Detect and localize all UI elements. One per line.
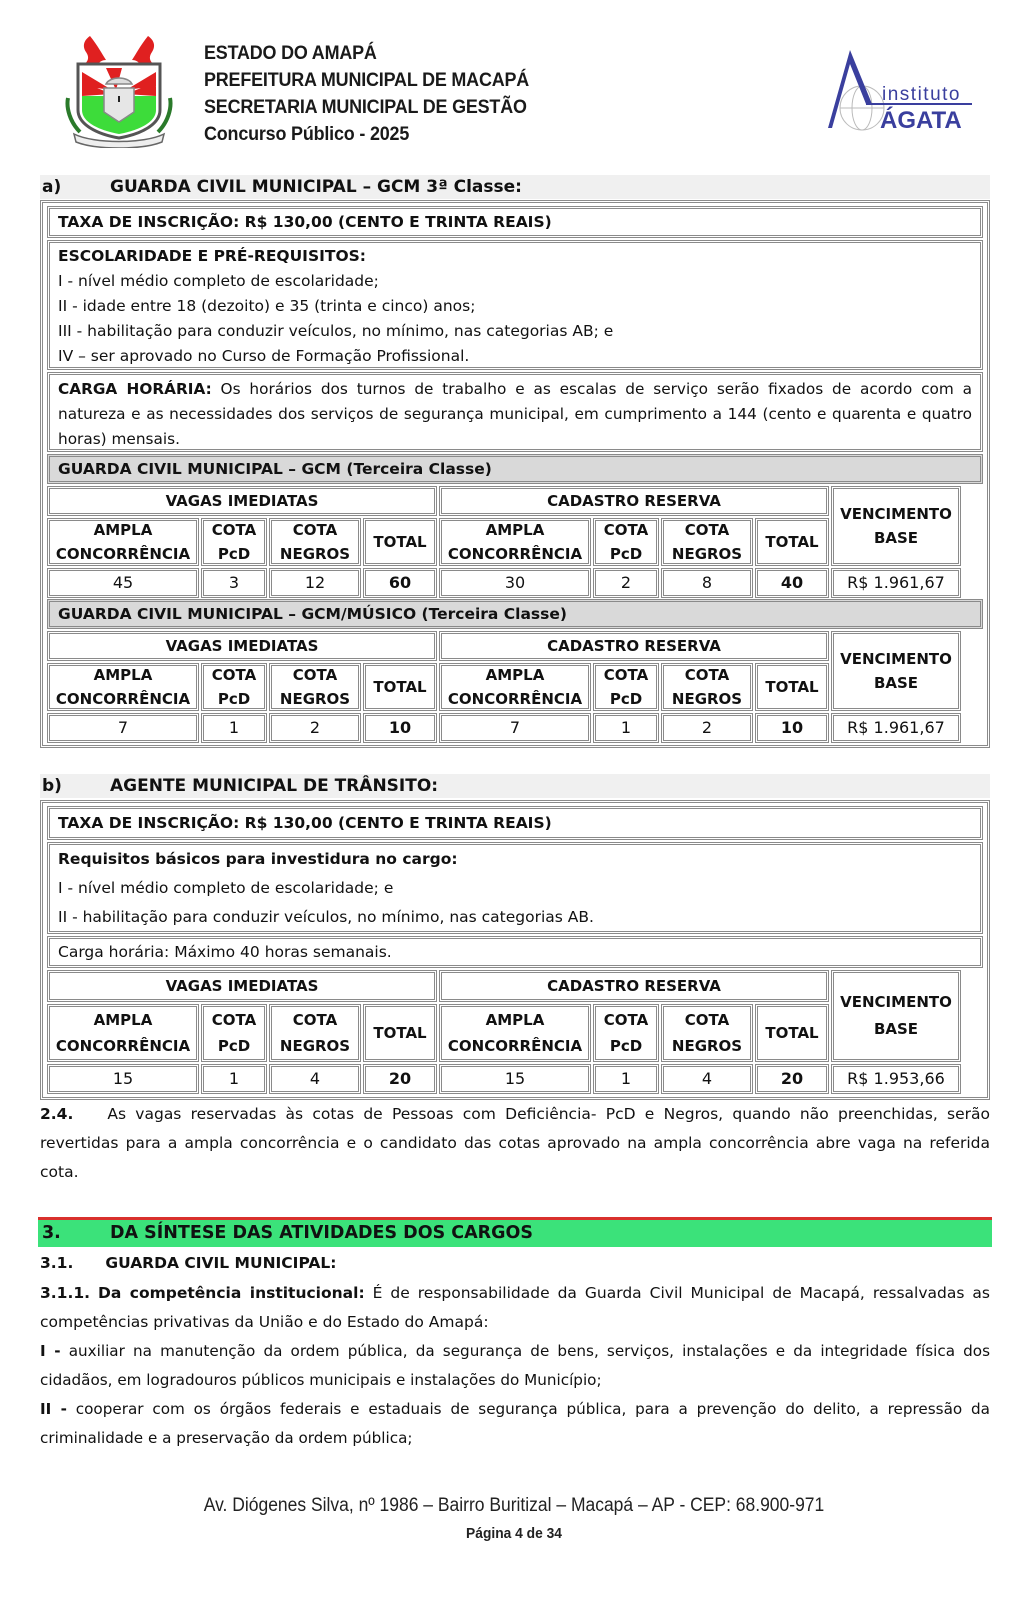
value-reserva-ampla: 7 bbox=[439, 713, 591, 743]
subsection-title: GUARDA CIVIL MUNICIPAL: bbox=[105, 1254, 337, 1272]
value-imediatas-negros: 2 bbox=[269, 713, 361, 743]
value-reserva-pcd: 1 bbox=[593, 1064, 659, 1094]
table-gcm-musico-title bbox=[47, 599, 983, 629]
value-imediatas-pcd: 1 bbox=[201, 713, 267, 743]
carga-horaria-text: Os horários dos turnos de trabalho e as escalas de serviço serão fixados de acordo com a natureza e as necessidades dos serviços de segurança municipal, em cumprimento a 144 (cento e quarenta e quatro horas) mensais. bbox=[58, 380, 972, 448]
col-total: TOTAL bbox=[755, 1004, 829, 1062]
col-cota-negros: COTA NEGROS bbox=[269, 663, 361, 711]
col-total: TOTAL bbox=[755, 518, 829, 566]
requirement-item: III - habilitação para conduzir veículos, no mínimo, nas categorias AB; e bbox=[58, 322, 614, 340]
item-text: auxiliar na manutenção da ordem pública, da segurança de bens, serviços, instalações e da integridade física dos cidadãos, em logradouros públicos municipais e instalações do Município; bbox=[40, 1342, 991, 1389]
carga-horaria-box bbox=[47, 936, 983, 968]
value-reserva-total: 40 bbox=[755, 568, 829, 598]
col-ampla: AMPLA CONCORRÊNCIA bbox=[439, 1004, 591, 1062]
header-vencimento-base: VENCIMENTO BASE bbox=[831, 970, 961, 1062]
col-cota-pcd: COTA PcD bbox=[593, 518, 659, 566]
value-imediatas-pcd: 1 bbox=[201, 1064, 267, 1094]
col-ampla: AMPLA CONCORRÊNCIA bbox=[439, 518, 591, 566]
page-header bbox=[0, 0, 1028, 160]
header-cadastro-reserva: CADASTRO RESERVA bbox=[439, 631, 829, 661]
requirement-item: II - idade entre 18 (dezoito) e 35 (trinta e cinco) anos; bbox=[58, 297, 476, 315]
col-cota-pcd: COTA PcD bbox=[593, 1004, 659, 1062]
header-concurso: Concurso Público - 2025 bbox=[204, 123, 410, 145]
col-cota-pcd: COTA PcD bbox=[201, 1004, 267, 1062]
paragraph-text: As vagas reservadas às cotas de Pessoas com Deficiência- PcD e Negros, quando não preenchidas, serão revertidas para a ampla concorrência e o candidato das cotas aprovado na ampla concorrência abre vaga na referida cota. bbox=[40, 1105, 990, 1181]
paragraph-number: 3.1.1. bbox=[40, 1284, 91, 1302]
carga-horaria-box bbox=[47, 372, 983, 452]
value-imediatas-total: 10 bbox=[363, 713, 437, 743]
header-secretaria: SECRETARIA MUNICIPAL DE GESTÃO bbox=[204, 96, 527, 118]
paragraph-3-1-1 bbox=[40, 1279, 990, 1337]
header-vagas-imediatas: VAGAS IMEDIATAS bbox=[47, 970, 437, 1002]
value-imediatas-ampla: 7 bbox=[47, 713, 199, 743]
carga-horaria-text: Carga horária: Máximo 40 horas semanais. bbox=[58, 943, 392, 961]
svg-text:ÁGATA: ÁGATA bbox=[880, 107, 962, 134]
paragraph-label: Da competência institucional: bbox=[98, 1284, 365, 1302]
header-prefeitura: PREFEITURA MUNICIPAL DE MACAPÁ bbox=[204, 69, 530, 91]
header-cadastro-reserva: CADASTRO RESERVA bbox=[439, 970, 829, 1002]
col-total: TOTAL bbox=[363, 1004, 437, 1062]
value-imediatas-total: 20 bbox=[363, 1064, 437, 1094]
section-3-title: DA SÍNTESE DAS ATIVIDADES DOS CARGOS bbox=[110, 1223, 533, 1243]
value-reserva-ampla: 30 bbox=[439, 568, 591, 598]
value-imediatas-pcd: 3 bbox=[201, 568, 267, 598]
table-gcm-musico-title-text: GUARDA CIVIL MUNICIPAL – GCM/MÚSICO (Terceira Classe) bbox=[58, 605, 567, 623]
footer-address: Av. Diógenes Silva, nº 1986 – Bairro Buritizal – Macapá – AP - CEP: 68.900-971 bbox=[203, 1495, 825, 1516]
section-a-letter: a) bbox=[42, 177, 62, 197]
col-total: TOTAL bbox=[363, 663, 437, 711]
value-vencimento: R$ 1.953,66 bbox=[831, 1064, 961, 1094]
svg-text:instituto: instituto bbox=[882, 84, 961, 105]
col-cota-negros: COTA NEGROS bbox=[269, 1004, 361, 1062]
value-reserva-total: 10 bbox=[755, 713, 829, 743]
requirements-box bbox=[47, 240, 983, 370]
col-total: TOTAL bbox=[363, 518, 437, 566]
requirements-box bbox=[47, 842, 983, 934]
value-vencimento: R$ 1.961,67 bbox=[831, 713, 961, 743]
item-number: I - bbox=[40, 1342, 61, 1360]
value-reserva-pcd: 1 bbox=[593, 713, 659, 743]
col-ampla: AMPLA CONCORRÊNCIA bbox=[47, 518, 199, 566]
requirements-title: Requisitos básicos para investidura no cargo: bbox=[58, 850, 458, 868]
carga-horaria-label: CARGA HORÁRIA: bbox=[58, 380, 212, 398]
table-gcm-title-text: GUARDA CIVIL MUNICIPAL – GCM (Terceira Classe) bbox=[58, 460, 492, 478]
section-a-title: GUARDA CIVIL MUNICIPAL – GCM 3ª Classe: bbox=[110, 177, 522, 197]
col-cota-pcd: COTA PcD bbox=[201, 663, 267, 711]
section-b-letter: b) bbox=[42, 776, 62, 796]
value-vencimento: R$ 1.961,67 bbox=[831, 568, 961, 598]
header-vencimento-base: VENCIMENTO BASE bbox=[831, 631, 961, 711]
value-imediatas-ampla: 45 bbox=[47, 568, 199, 598]
section-3-heading bbox=[38, 1217, 992, 1247]
requirement-item: IV – ser aprovado no Curso de Formação Profissional. bbox=[58, 347, 470, 365]
value-reserva-negros: 2 bbox=[661, 713, 753, 743]
requirement-item: I - nível médio completo de escolaridade; e bbox=[58, 879, 394, 897]
header-title-block bbox=[204, 40, 529, 148]
col-cota-negros: COTA NEGROS bbox=[661, 518, 753, 566]
requirements-title: ESCOLARIDADE E PRÉ-REQUISITOS: bbox=[58, 247, 366, 265]
taxa-box bbox=[47, 806, 983, 840]
value-reserva-negros: 4 bbox=[661, 1064, 753, 1094]
section-b-title: AGENTE MUNICIPAL DE TRÂNSITO: bbox=[110, 776, 439, 796]
section-3-number: 3. bbox=[42, 1223, 61, 1243]
paragraph-2-4 bbox=[40, 1100, 990, 1187]
paragraph-number: 2.4. bbox=[40, 1105, 74, 1123]
competence-item-1 bbox=[40, 1337, 990, 1395]
value-imediatas-negros: 4 bbox=[269, 1064, 361, 1094]
col-cota-negros: COTA NEGROS bbox=[269, 518, 361, 566]
col-ampla: AMPLA CONCORRÊNCIA bbox=[47, 1004, 199, 1062]
table-gcm-title bbox=[47, 454, 983, 484]
section-b-heading bbox=[40, 774, 990, 798]
col-total: TOTAL bbox=[755, 663, 829, 711]
value-imediatas-ampla: 15 bbox=[47, 1064, 199, 1094]
subsection-3-1 bbox=[40, 1249, 990, 1278]
header-vencimento-base: VENCIMENTO BASE bbox=[831, 486, 961, 566]
taxa-text: TAXA DE INSCRIÇÃO: R$ 130,00 (CENTO E TRINTA REAIS) bbox=[58, 814, 552, 832]
requirement-item: I - nível médio completo de escolaridade; bbox=[58, 272, 379, 290]
value-reserva-total: 20 bbox=[755, 1064, 829, 1094]
value-imediatas-negros: 12 bbox=[269, 568, 361, 598]
col-cota-pcd: COTA PcD bbox=[593, 663, 659, 711]
subsection-number: 3.1. bbox=[40, 1254, 74, 1272]
value-imediatas-total: 60 bbox=[363, 568, 437, 598]
col-ampla: AMPLA CONCORRÊNCIA bbox=[47, 663, 199, 711]
table-gcm-musico bbox=[47, 631, 983, 746]
value-reserva-negros: 8 bbox=[661, 568, 753, 598]
section-b-frame bbox=[40, 800, 990, 1100]
header-vagas-imediatas: VAGAS IMEDIATAS bbox=[47, 631, 437, 661]
col-cota-pcd: COTA PcD bbox=[201, 518, 267, 566]
col-cota-negros: COTA NEGROS bbox=[661, 1004, 753, 1062]
header-cadastro-reserva: CADASTRO RESERVA bbox=[439, 486, 829, 516]
col-ampla: AMPLA CONCORRÊNCIA bbox=[439, 663, 591, 711]
taxa-text: TAXA DE INSCRIÇÃO: R$ 130,00 (CENTO E TRINTA REAIS) bbox=[58, 213, 552, 231]
header-state: ESTADO DO AMAPÁ bbox=[204, 42, 377, 64]
competence-item-2 bbox=[40, 1395, 990, 1453]
instituto-agata-logo-icon bbox=[822, 48, 982, 138]
taxa-box bbox=[47, 206, 983, 238]
value-reserva-pcd: 2 bbox=[593, 568, 659, 598]
item-number: II - bbox=[40, 1400, 67, 1418]
header-vagas-imediatas: VAGAS IMEDIATAS bbox=[47, 486, 437, 516]
col-cota-negros: COTA NEGROS bbox=[661, 663, 753, 711]
page-number: Página 4 de 34 bbox=[466, 1525, 562, 1542]
table-gcm bbox=[47, 486, 983, 601]
table-agente-transito bbox=[47, 970, 983, 1098]
macapa-crest-icon bbox=[60, 30, 178, 148]
section-a-frame bbox=[40, 200, 990, 748]
section-a-heading bbox=[40, 175, 990, 199]
value-reserva-ampla: 15 bbox=[439, 1064, 591, 1094]
paragraph-text: É de responsabilidade da Guarda Civil Municipal de Macapá, ressalvadas as competências privativas da União e do Estado do Amapá: bbox=[40, 1284, 990, 1331]
item-text: cooperar com os órgãos federais e estaduais de segurança pública, para a prevenção do delito, a repressão da criminalidade e a preservação da ordem pública; bbox=[40, 1400, 990, 1447]
requirement-item: II - habilitação para conduzir veículos, no mínimo, nas categorias AB. bbox=[58, 908, 594, 926]
